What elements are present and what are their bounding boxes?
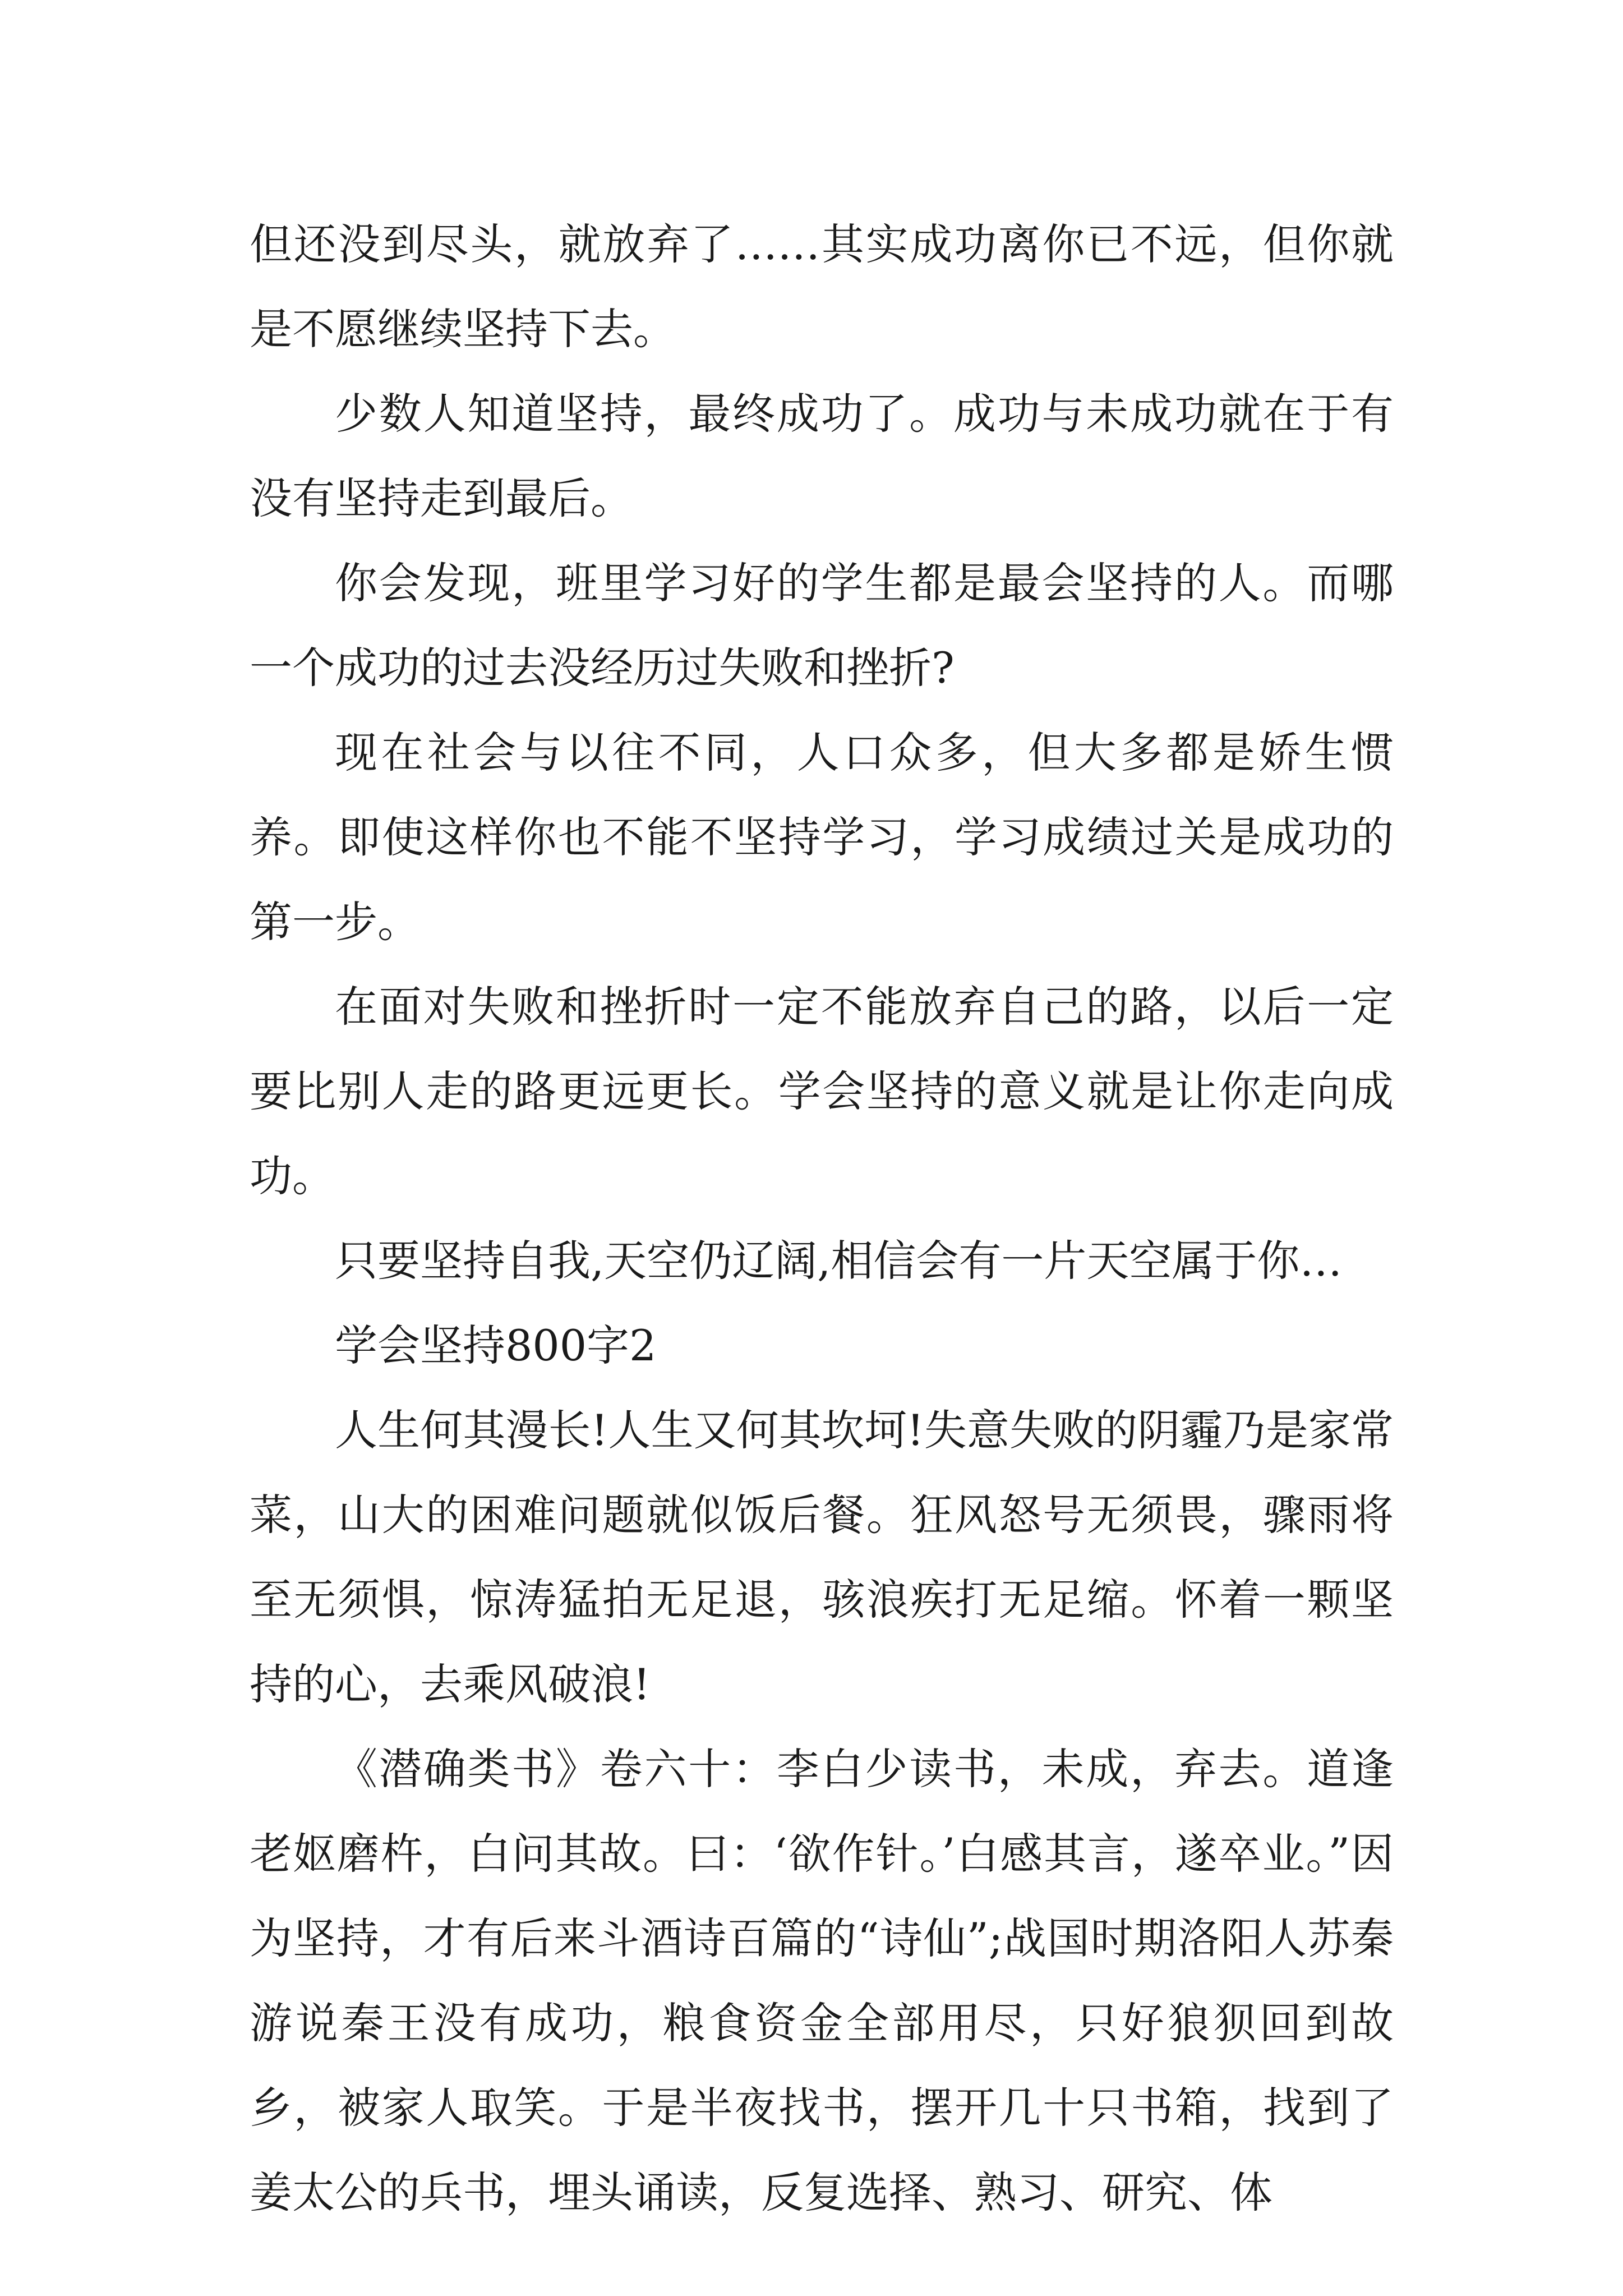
paragraph: 《潜确类书》卷六十：李白少读书，未成，弃去。道逢老妪磨杵，白问其故。曰：‘欲作针。’白感其言，遂卒业。”因为坚持，才有后来斗酒诗百篇的“诗仙”;战国时期洛阳人苏秦游说秦王没有成功，粮食资金全部用尽，只好狼狈回到故乡，被家人取笑。于是半夜找书，摆开几十只书箱，找到了姜太公的兵书，埋头诵读，反复选择、熟习、研究、体 xyxy=(250,1744,1394,2217)
paragraph: 你会发现，班里学习好的学生都是最会坚持的人。而哪一个成功的过去没经历过失败和挫折? xyxy=(250,558,1394,693)
section-heading: 学会坚持800字2 xyxy=(335,1320,657,1370)
paragraph: 现在社会与以往不同，人口众多，但大多都是娇生惯养。即使这样你也不能不坚持学习，学习成绩过关是成功的第一步。 xyxy=(250,728,1394,947)
paragraph: 只要坚持自我,天空仍辽阔,相信会有一片天空属于你… xyxy=(335,1236,1343,1286)
document-body xyxy=(250,202,1394,2235)
paragraph: 在面对失败和挫折时一定不能放弃自己的路，以后一定要比别人走的路更远更长。学会坚持的意义就是让你走向成功。 xyxy=(250,982,1394,1201)
paragraph: 少数人知道坚持，最终成功了。成功与未成功就在于有没有坚持走到最后。 xyxy=(250,389,1394,523)
paragraph-continuation: 但还没到尽头，就放弃了……其实成功离你已不远，但你就是不愿继续坚持下去。 xyxy=(250,219,1394,354)
paragraph: 人生何其漫长!人生又何其坎坷!失意失败的阴霾乃是家常菜，山大的困难问题就似饭后餐。狂风怒号无须畏，骤雨将至无须惧，惊涛猛拍无足退，骇浪疾打无足缩。怀着一颗坚持的心，去乘风破浪! xyxy=(250,1405,1394,1709)
